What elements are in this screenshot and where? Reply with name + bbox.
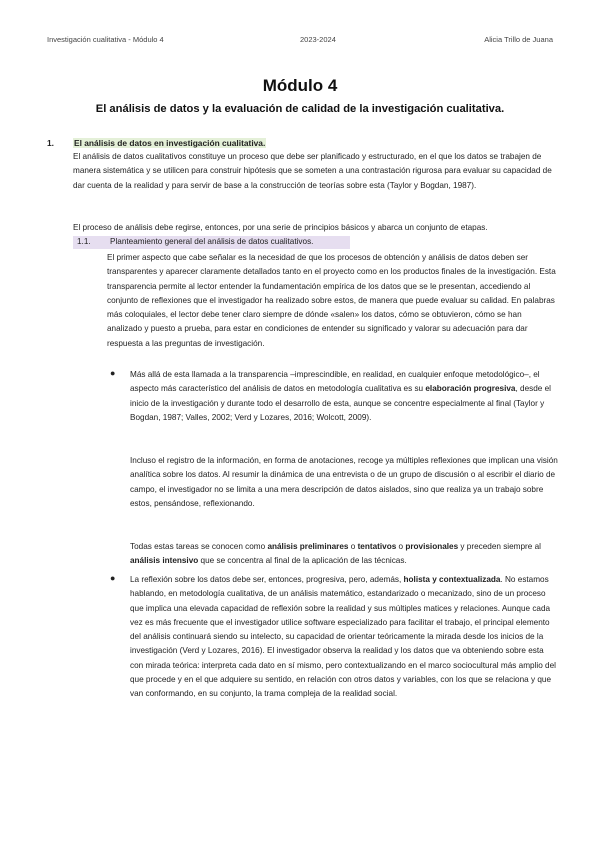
section-number: 1. [47, 138, 54, 148]
bullet-1-paragraph-2: Incluso el registro de la información, en forma de anotaciones, recoge ya múltiples reflexiones que implican una visión analítica sobre los datos. Al resumir la dinámica de una entrevista o de un grupo de discusión o al escribir el diario de campo, el investigador no se limita a una mera descripción de datos aislados, sino que realiza ya un trabajo sobre estos, pensándose, reflexionando. [130, 456, 558, 508]
subsection-number: 1.1. [77, 237, 91, 246]
bullet-icon: ● [110, 573, 116, 583]
page-title: Módulo 4 [262, 76, 338, 95]
bullet-2-paragraph: La reflexión sobre los datos debe ser, entonces, progresiva, pero, además, holista y contextualizada. No estamos hablando, en metodología cualitativa, de un análisis matemático, estandarizado o mecanizado, sino de un proceso que implica una elevada capacidad de reflexión sobre la realidad y sus múltiples matices y relaciones. Aunque cada vez es más frecuente que el investigador utilice software especializado para facilitar el trabajo, el principal elemento del análisis continuará siendo su intelecto, su capacidad de orientar teóricamente la mirada desde los inicios de la investigación (Verd y Lozares, 2016). El investigador observa la realidad y los datos que va obteniendo sobre esta con mirada teórica: interpreta cada dato en sí mismo, pero contextualizando en el marco sociocultural más amplio del que procede y en el que adquiere su sentido, en relación con otros datos y variables, con los que se relaciona y que van conformando, en su conjunto, la trama compleja de la realidad social. [130, 575, 556, 699]
subsection-title: Planteamiento general del análisis de datos cualitativos. [110, 237, 314, 246]
section-paragraph-2: El proceso de análisis debe regirse, entonces, por una serie de principios básicos y abarca un conjunto de etapas. [73, 223, 488, 232]
section-title: El análisis de datos en investigación cualitativa. [74, 138, 266, 148]
header-course: Investigación cualitativa - Módulo 4 [47, 35, 164, 44]
subsection-paragraph: El primer aspecto que cabe señalar es la necesidad de que los procesos de obtención y análisis de datos deben ser transparentes y aparecer claramente detallados tanto en el proyecto como en los productos finales de la investigación. Esta transparencia permite al lector entender la fundamentación empírica de los datos que se le presentan, accediendo al conjunto de reflexiones que el investigador ha realizado sobre estos, de manera que puede evaluar su calidad. En palabras más coloquiales, el lector debe tener claro siempre de dónde «salen» los datos, cómo se obtuvieron, cómo se han analizado y puesto a prueba, para estar en condiciones de entender su significado y valorar su adecuación para dar respuesta a las preguntas de investigación. [107, 253, 556, 348]
page-subtitle: El análisis de datos y la evaluación de calidad de la investigación cualitativa. [95, 103, 505, 115]
bullet-1-paragraph-3: Todas estas tareas se conocen como análisis preliminares o tentativos o provisionales y preceden siempre al análisis intensivo que se concentra al final de la aplicación de las técnicas. [130, 542, 541, 566]
bullet-1-paragraph: Más allá de esta llamada a la transparencia –imprescindible, en realidad, en cualquier enfoque metodológico–, el aspecto más característico del análisis de datos en metodología cualitativa es su elaboración progresiva, desde el inicio de la investigación y durante todo el desarrollo de esta, aunque se concentre especialmente al final (Taylor y Bogdan, 1987; Valles, 2002; Verd y Lozares, 2016; Wolcott, 2009). [130, 370, 551, 422]
header-author: Alicia Trillo de Juana [484, 35, 553, 44]
section-paragraph-1: El análisis de datos cualitativos constituye un proceso que debe ser planificado y estructurado, en el que los datos se trabajen de manera sistemática y se utilicen para construir hipótesis que se someten a una contrastación rigurosa para evaluar su capacidad de dar cuenta de la realidad y para servir de base a la construcción de teorías sobre esta (Taylor y Bogdan, 1987). [73, 152, 552, 190]
bullet-icon: ● [110, 368, 116, 378]
header-year: 2023-2024 [300, 35, 336, 44]
subsection-heading [73, 236, 350, 249]
